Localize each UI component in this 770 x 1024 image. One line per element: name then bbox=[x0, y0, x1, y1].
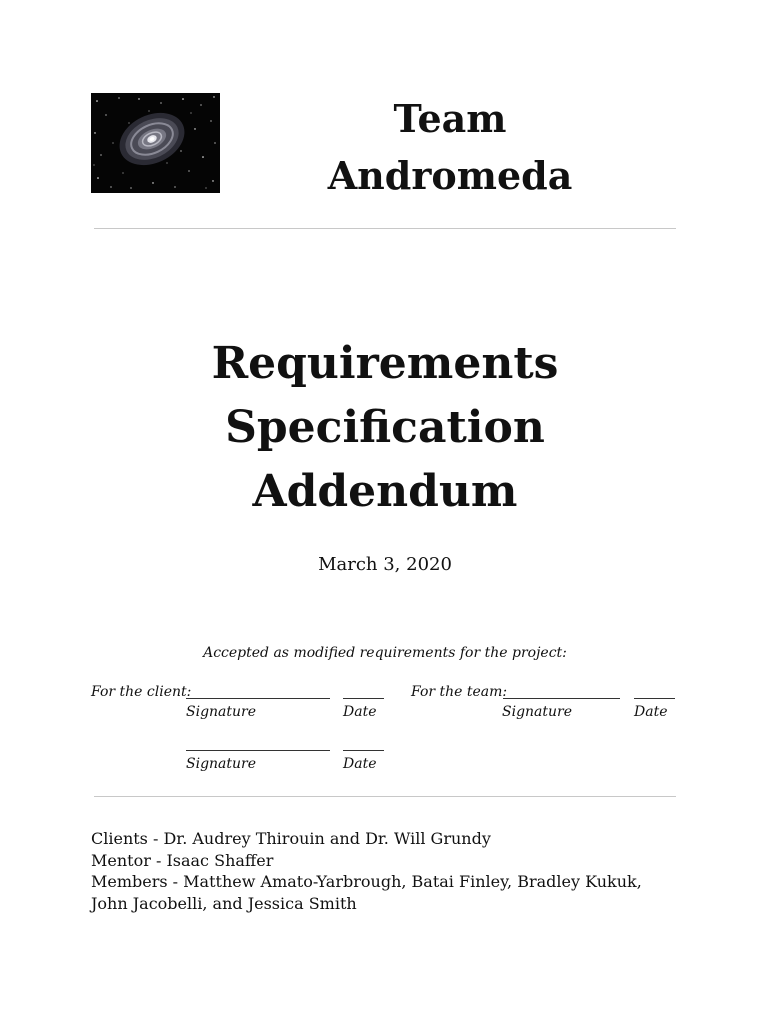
document-title-line3: Addendum bbox=[252, 466, 518, 517]
team-date-line bbox=[634, 698, 675, 699]
header-divider bbox=[94, 228, 676, 229]
document-date: March 3, 2020 bbox=[318, 554, 452, 575]
client-label: For the client: bbox=[91, 684, 192, 700]
client-signature-line-2 bbox=[186, 750, 330, 751]
document-title-line1: Requirements bbox=[211, 338, 559, 389]
document-title-line2: Specification bbox=[225, 402, 545, 453]
mentor-line: Mentor - Isaac Shaffer bbox=[91, 850, 274, 870]
signature-caption: Signature bbox=[186, 704, 257, 720]
client-date-line-2 bbox=[343, 750, 384, 751]
galaxy-image bbox=[91, 93, 220, 193]
client-date-line-1 bbox=[343, 698, 384, 699]
team-signature-line bbox=[503, 698, 620, 699]
acceptance-statement: Accepted as modified requirements for the project: bbox=[203, 645, 567, 661]
footer-divider bbox=[94, 796, 676, 797]
date-caption: Date bbox=[343, 756, 377, 772]
clients-line: Clients - Dr. Audrey Thirouin and Dr. Will Grundy bbox=[91, 829, 491, 848]
credits-block bbox=[91, 828, 651, 914]
client-signature-line-1 bbox=[186, 698, 330, 699]
signature-caption: Signature bbox=[502, 704, 573, 720]
signature-caption: Signature bbox=[186, 756, 257, 772]
team-label: For the team: bbox=[411, 684, 508, 700]
team-name-line1: Team bbox=[393, 96, 507, 141]
team-name-line2: Andromeda bbox=[327, 153, 573, 198]
date-caption: Date bbox=[343, 704, 377, 720]
members-line: Members - Matthew Amato-Yarbrough, Batai Finley, Bradley Kukuk, John Jacobelli, and Jessica Smith bbox=[91, 872, 642, 913]
date-caption: Date bbox=[634, 704, 668, 720]
